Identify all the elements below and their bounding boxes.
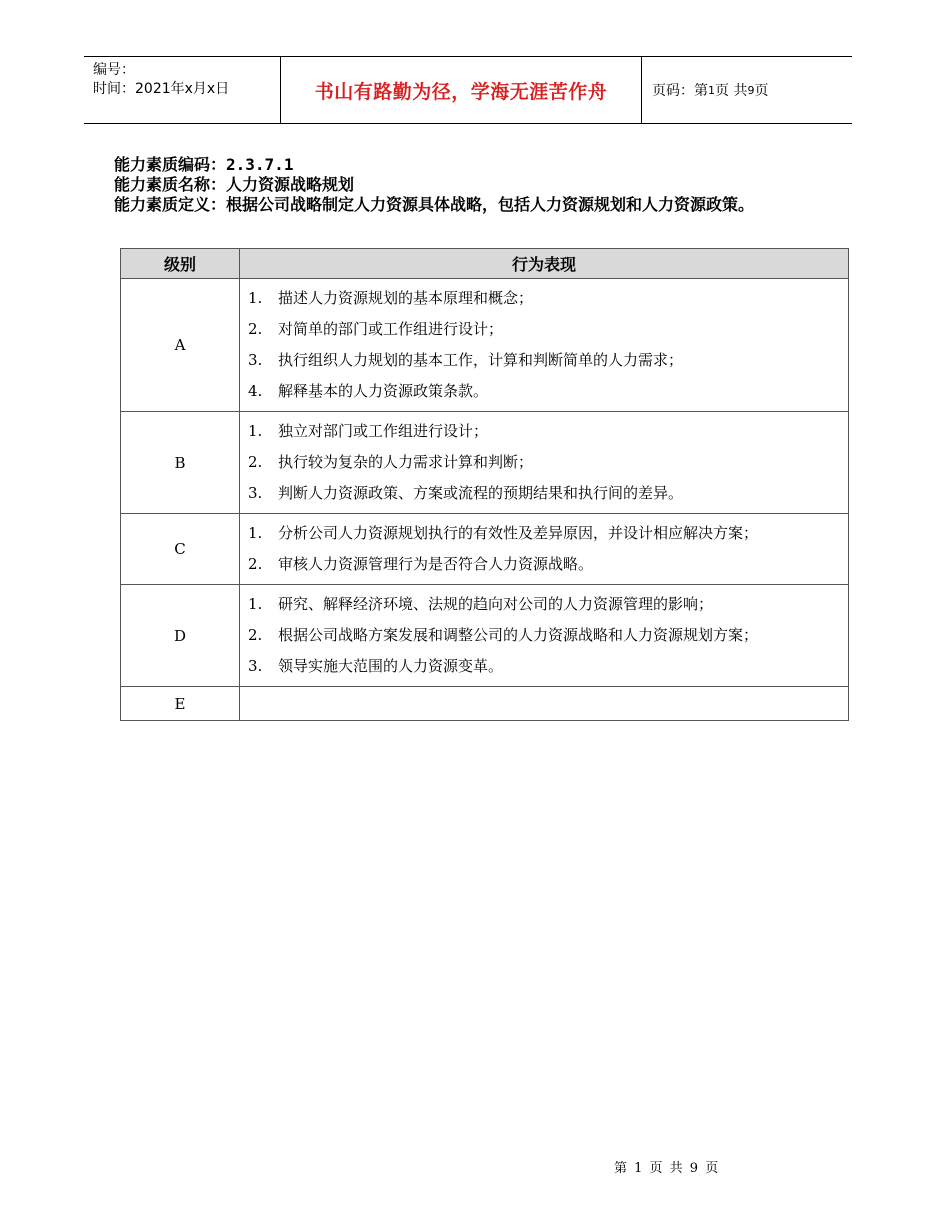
- competency-name-value: 人力资源战略规划: [226, 175, 355, 194]
- list-item: [248, 345, 838, 376]
- column-header-behavior: 行为表现: [240, 249, 849, 279]
- page-header: [84, 56, 852, 124]
- competency-name-label: 能力素质名称：: [114, 175, 227, 194]
- item-text: 领导实施大范围的人力资源变革。: [278, 657, 504, 675]
- table-body: [121, 279, 849, 721]
- item-number: 2.: [248, 320, 263, 338]
- document-time-label: 时间：2021年x月x日: [93, 81, 230, 97]
- behavior-cell: [240, 514, 849, 585]
- list-item: [248, 589, 838, 620]
- header-meta: [84, 57, 280, 123]
- competency-name: [114, 175, 874, 195]
- level-cell: A: [121, 279, 240, 412]
- page-footer: 第 1 页 共 9 页: [614, 1161, 719, 1176]
- page-label: 页码：第: [652, 83, 708, 99]
- item-number: 3.: [248, 351, 263, 369]
- header-motto: 书山有路勤为径，学海无涯苦作舟: [280, 57, 642, 123]
- item-number: 2.: [248, 453, 263, 471]
- level-cell: B: [121, 412, 240, 514]
- item-text: 分析公司人力资源规划执行的有效性及差异原因，并设计相应解决方案；: [278, 524, 759, 542]
- list-item: [248, 620, 838, 651]
- behavior-cell: [240, 687, 849, 721]
- list-item: [248, 416, 838, 447]
- table-row: [121, 687, 849, 721]
- document-number-label: 编号：: [93, 62, 135, 78]
- item-text: 描述人力资源规划的基本原理和概念；: [278, 289, 534, 307]
- competency-definition-value: 根据公司战略制定人力资源具体战略，包括人力资源规划和人力资源政策。: [226, 195, 755, 214]
- page-end-label: 页: [754, 83, 769, 99]
- page-total: 9: [747, 83, 755, 97]
- item-number: 1.: [248, 524, 263, 542]
- table-row: [121, 585, 849, 687]
- item-text: 解释基本的人力资源政策条款。: [278, 382, 489, 400]
- list-item: [248, 376, 838, 407]
- list-item: [248, 314, 838, 345]
- behavior-cell: [240, 279, 849, 412]
- column-header-level: 级别: [121, 249, 240, 279]
- item-text: 审核人力资源管理行为是否符合人力资源战略。: [278, 555, 594, 573]
- item-number: 1.: [248, 595, 263, 613]
- competency-definition-label: 能力素质定义：: [114, 195, 227, 214]
- behavior-cell: [240, 412, 849, 514]
- list-item: [248, 447, 838, 478]
- behavior-table: [120, 248, 849, 721]
- table-header-row: [121, 249, 849, 279]
- level-cell: C: [121, 514, 240, 585]
- item-text: 判断人力资源政策、方案或流程的预期结果和执行间的差异。: [278, 484, 684, 502]
- item-text: 独立对部门或工作组进行设计；: [278, 422, 489, 440]
- item-number: 3.: [248, 657, 263, 675]
- table-row: [121, 412, 849, 514]
- list-item: [248, 651, 838, 682]
- item-text: 研究、解释经济环境、法规的趋向对公司的人力资源管理的影响；: [278, 595, 714, 613]
- competency-definition: [114, 195, 874, 215]
- competency-code-value: 2.3.7.1: [226, 155, 294, 174]
- list-item: [248, 283, 838, 314]
- item-number: 1.: [248, 289, 263, 307]
- table-row: [121, 514, 849, 585]
- item-text: 执行组织人力规划的基本工作，计算和判断简单的人力需求；: [278, 351, 684, 369]
- level-cell: D: [121, 585, 240, 687]
- item-number: 2.: [248, 626, 263, 644]
- item-text: 执行较为复杂的人力需求计算和判断；: [278, 453, 534, 471]
- table-row: [121, 279, 849, 412]
- item-number: 1.: [248, 422, 263, 440]
- item-number: 4.: [248, 382, 263, 400]
- page-mid-label: 页 共: [715, 83, 748, 99]
- level-cell: E: [121, 687, 240, 721]
- item-text: 根据公司战略方案发展和调整公司的人力资源战略和人力资源规划方案；: [278, 626, 759, 644]
- header-page-info: [642, 57, 852, 123]
- page-number: 1: [708, 83, 715, 97]
- list-item: [248, 518, 838, 549]
- item-number: 3.: [248, 484, 263, 502]
- list-item: [248, 478, 838, 509]
- behavior-cell: [240, 585, 849, 687]
- competency-info: [114, 155, 874, 215]
- list-item: [248, 549, 838, 580]
- competency-code: [114, 155, 874, 175]
- competency-code-label: 能力素质编码：: [114, 155, 227, 174]
- item-text: 对简单的部门或工作组进行设计；: [278, 320, 504, 338]
- item-number: 2.: [248, 555, 263, 573]
